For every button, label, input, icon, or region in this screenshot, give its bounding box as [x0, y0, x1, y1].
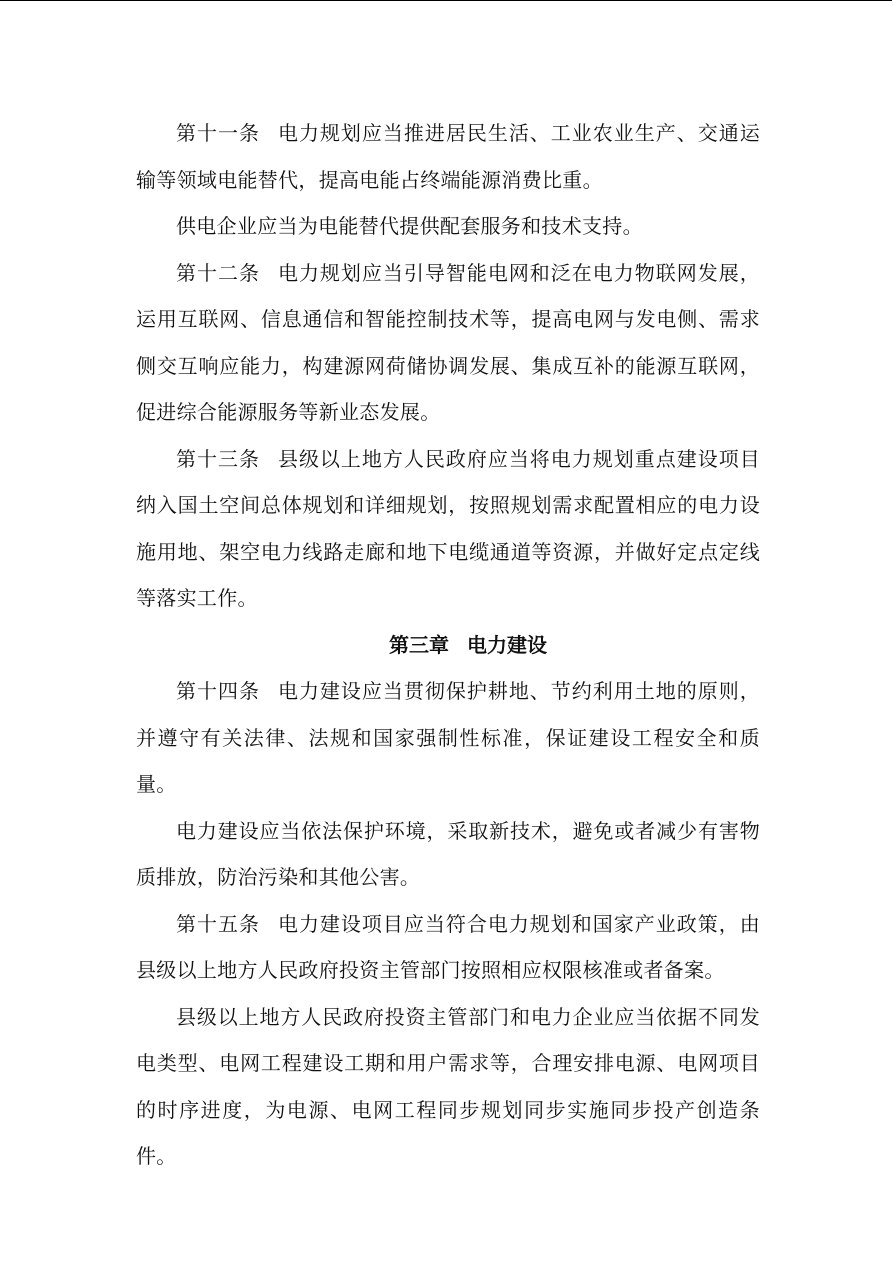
paragraph-art14	[136, 668, 760, 808]
article-number: 第十五条	[176, 911, 260, 936]
paragraph-art11	[136, 110, 760, 203]
article-number: 第十二条	[176, 260, 260, 285]
article-number: 第十三条	[176, 446, 260, 471]
article-text: 电力建设应当依法保护环境，采取新技术，避免或者减少有害物质排放，防治污染和其他公害。	[136, 818, 760, 889]
paragraph-art15-sub	[136, 994, 760, 1180]
document-page	[136, 110, 760, 1180]
article-text: 供电企业应当为电能替代提供配套服务和技术支持。	[176, 214, 643, 238]
paragraph-art11-sub	[136, 203, 760, 250]
chapter-title: 电力建设	[467, 632, 547, 657]
article-text: 电力建设项目应当符合电力规划和国家产业政策，由县级以上地方人民政府投资主管部门按照相应权限核准或者备案。	[136, 911, 760, 982]
article-number: 第十四条	[176, 679, 260, 703]
article-text: 电力建设应当贯彻保护耕地、节约利用土地的原则，并遵守有关法律、法规和国家强制性标准，保证建设工程安全和质量。	[136, 679, 760, 796]
paragraph-art13	[136, 436, 760, 622]
top-border-line	[0, 0, 892, 1]
paragraph-art12	[136, 250, 760, 436]
article-text: 电力规划应当引导智能电网和泛在电力物联网发展，运用互联网、信息通信和智能控制技术等，提高电网与发电侧、需求侧交互响应能力，构建源网荷储协调发展、集成互补的能源互联网，促进综合能源服务等新业态发展。	[136, 260, 760, 424]
article-text: 县级以上地方人民政府应当将电力规划重点建设项目纳入国土空间总体规划和详细规划，按照规划需求配置相应的电力设施用地、架空电力线路走廊和地下电缆通道等资源，并做好定点定线等落实工作。	[136, 446, 760, 610]
chapter-number: 第三章	[389, 632, 449, 657]
article-number: 第十一条	[176, 121, 260, 145]
paragraph-art15	[136, 901, 760, 994]
chapter-heading	[136, 622, 760, 669]
article-text: 县级以上地方人民政府投资主管部门和电力企业应当依据不同发电类型、电网工程建设工期和用户需求等，合理安排电源、电网项目的时序进度，为电源、电网工程同步规划同步实施同步投产创造条件。	[136, 1004, 760, 1168]
paragraph-art14-sub	[136, 808, 760, 901]
article-text: 电力规划应当推进居民生活、工业农业生产、交通运输等领域电能替代，提高电能占终端能源消费比重。	[136, 121, 760, 192]
